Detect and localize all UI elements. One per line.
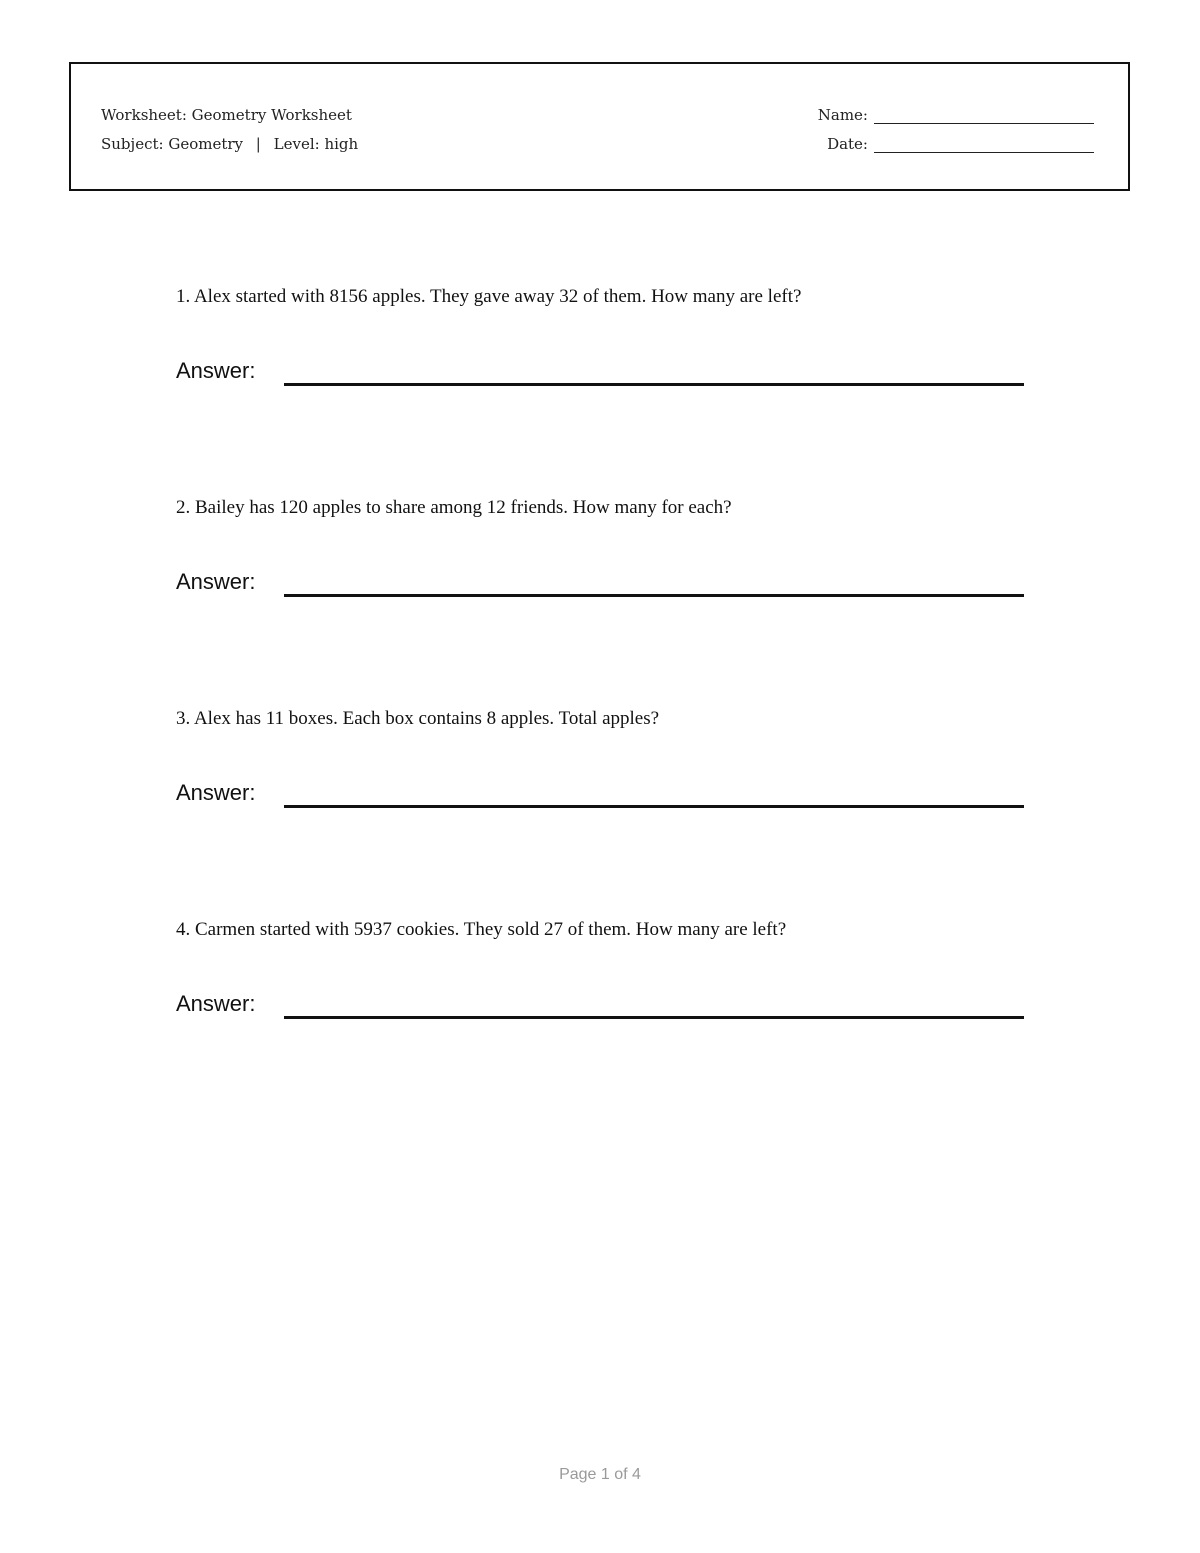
worksheet-title: Geometry Worksheet xyxy=(191,106,352,124)
name-blank-line[interactable] xyxy=(874,109,1094,124)
answer-row-3[interactable] xyxy=(176,780,1024,810)
question-1: 1. Alex started with 8156 apples. They gave away 32 of them. How many are left? xyxy=(176,286,802,307)
level-label: Level: xyxy=(273,135,320,153)
worksheet-title-line xyxy=(101,106,352,124)
subject-level-line xyxy=(101,135,358,153)
question-3: 3. Alex has 11 boxes. Each box contains 8 apples. Total apples? xyxy=(176,708,660,729)
name-label: Name: xyxy=(817,106,868,124)
header-separator: | xyxy=(255,135,261,153)
answer-row-2[interactable] xyxy=(176,569,1024,599)
answer-line[interactable] xyxy=(284,805,1024,808)
answer-row-4[interactable] xyxy=(176,991,1024,1021)
question-2: 2. Bailey has 120 apples to share among 12 friends. How many for each? xyxy=(176,497,732,518)
answer-label: Answer: xyxy=(176,569,256,594)
question-4: 4. Carmen started with 5937 cookies. They sold 27 of them. How many are left? xyxy=(176,919,787,940)
subject-value: Geometry xyxy=(168,135,244,153)
page-number: Page 1 of 4 xyxy=(559,1466,641,1483)
answer-label: Answer: xyxy=(176,780,256,805)
name-field[interactable] xyxy=(818,106,1094,124)
worksheet-label: Worksheet: xyxy=(101,106,187,124)
answer-label: Answer: xyxy=(176,358,256,383)
answer-line[interactable] xyxy=(284,1016,1024,1019)
date-field[interactable] xyxy=(827,135,1094,153)
answer-line[interactable] xyxy=(284,383,1024,386)
date-label: Date: xyxy=(827,135,868,153)
level-value: high xyxy=(324,135,359,153)
answer-label: Answer: xyxy=(176,991,256,1016)
worksheet-header xyxy=(69,62,1130,191)
date-blank-line[interactable] xyxy=(874,138,1094,153)
answer-row-1[interactable] xyxy=(176,358,1024,388)
subject-label: Subject: xyxy=(101,135,164,153)
answer-line[interactable] xyxy=(284,594,1024,597)
